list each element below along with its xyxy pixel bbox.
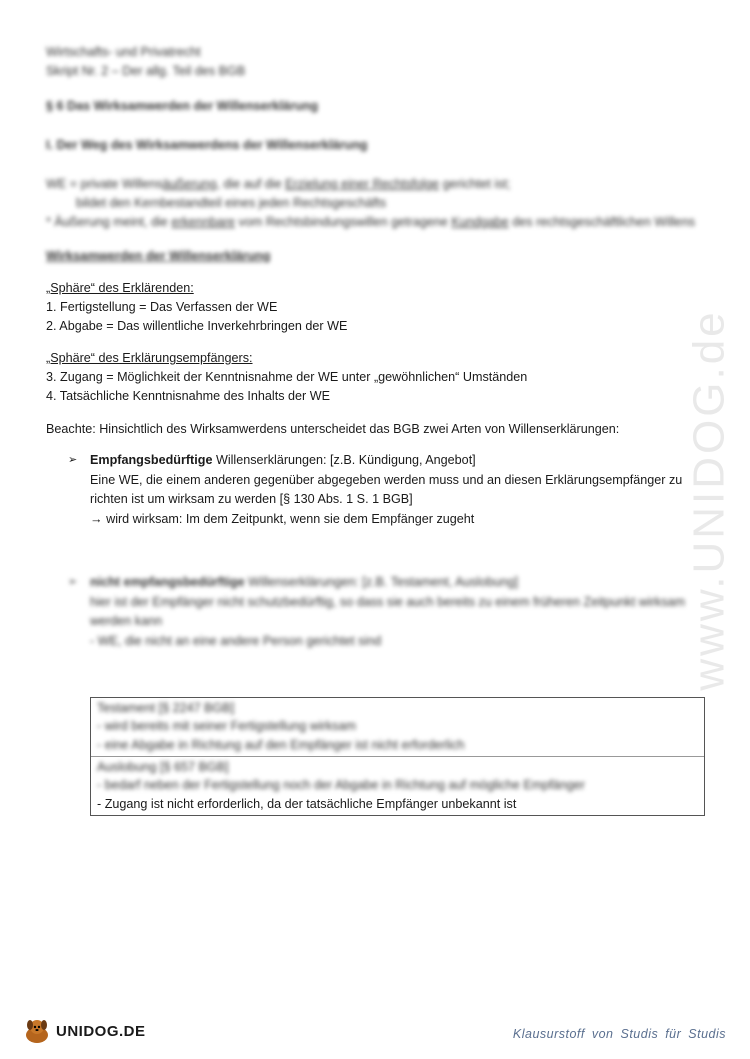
table-cell-text: - Zugang ist nicht erforderlich, da der tatsächliche Empfänger unbekannt ist [97, 797, 517, 811]
bullet-1-line-4: → wird wirksam: Im dem Zeitpunkt, wenn sie dem Empfänger zugeht [90, 512, 475, 526]
bullet-2-line-3: werden kann [90, 614, 163, 628]
table-cell-text: - wird bereits mit seiner Fertigstellung wirksam [97, 719, 356, 733]
bullet-1-line-1: Empfangsbedürftige Willenserklärungen: [z.B. Kündigung, Angebot] [90, 453, 476, 467]
table-row [91, 757, 704, 815]
subsection-title: I. Der Weg des Wirksamwerdens der Willenserklärung [46, 138, 368, 152]
stage-item-3: 3. Zugang = Möglichkeit der Kenntnisnahme der WE unter „gewöhnlichen“ Umständen [46, 370, 528, 384]
bullet-1-line-2: Eine WE, die einem anderen gegenüber abgegeben werden muss und an diesen Erklärungsempfänger zu [90, 473, 683, 487]
course-title: Wirtschafts- und Privatrecht [46, 45, 201, 59]
bullet-2-line-1: nicht empfangsbedürftige Willenserklärungen: [z.B. Testament, Auslobung] [90, 575, 519, 589]
stage-item-4: 4. Tatsächliche Kenntnisnahme des Inhalts der WE [46, 389, 330, 403]
stage-item-1: 1. Fertigstellung = Das Verfassen der WE [46, 300, 278, 314]
table-cell-text: Auslobung [§ 657 BGB] [97, 760, 229, 774]
sphere-recipient-heading: „Sphäre“ des Erklärungsempfängers: [46, 351, 253, 365]
arrowhead-bullet-icon: ➢ [68, 576, 78, 588]
dog-logo-icon [22, 1017, 52, 1045]
table-row [91, 698, 704, 757]
stages-heading: Wirksamwerden der Willenserklärung [46, 249, 271, 263]
footer-logo[interactable] [22, 1017, 146, 1045]
definition-line-2: bildet den Kernbestandteil eines jeden Rechtsgeschäfts [76, 196, 387, 210]
table-cell-text: - bedarf neben der Fertigstellung noch der Abgabe in Richtung auf mögliche Empfänger [97, 778, 585, 792]
definition-line-3: * Äußerung meint, die erkennbare vom Rechtsbindungswillen getragene Kundgabe des rechtsgeschäftlichen Willens [46, 215, 695, 229]
bullet-2-line-2: hier ist der Empfänger nicht schutzbedürftig, so dass sie auch bereits zu einem früheren Zeitpunkt wirksam [90, 595, 685, 609]
watermark: www.UNIDOG.de [685, 309, 735, 691]
script-title: Skript Nr. 2 – Der allg. Teil des BGB [46, 64, 246, 78]
arrowhead-bullet-icon: ➢ [68, 454, 78, 466]
logo-text: UNIDOG.DE [56, 1022, 146, 1040]
bullet-1-line-3: richten ist um wirksam zu werden [§ 130 Abs. 1 S. 1 BGB] [90, 492, 413, 506]
sphere-declarant-heading: „Sphäre“ des Erklärenden: [46, 281, 194, 295]
table-cell-text: - eine Abgabe in Richtung auf den Empfänger ist nicht erforderlich [97, 738, 465, 752]
example-table [90, 697, 705, 816]
definition-line-1: WE = private Willensäußerung, die auf die Erzielung einer Rechtsfolge gerichtet ist; [46, 177, 511, 191]
footer-tagline: Klausurstoff von Studis für Studis [512, 1027, 726, 1041]
table-cell-text: Testament [§ 2247 BGB] [97, 701, 235, 715]
stage-item-2: 2. Abgabe = Das willentliche Inverkehrbringen der WE [46, 319, 348, 333]
note-text: Beachte: Hinsichtlich des Wirksamwerdens unterscheidet das BGB zwei Arten von Willenserklärungen: [46, 422, 620, 436]
section-title: § 6 Das Wirksamwerden der Willenserklärung [46, 99, 319, 113]
bullet-2-line-4: - WE, die nicht an eine andere Person gerichtet sind [90, 634, 382, 648]
